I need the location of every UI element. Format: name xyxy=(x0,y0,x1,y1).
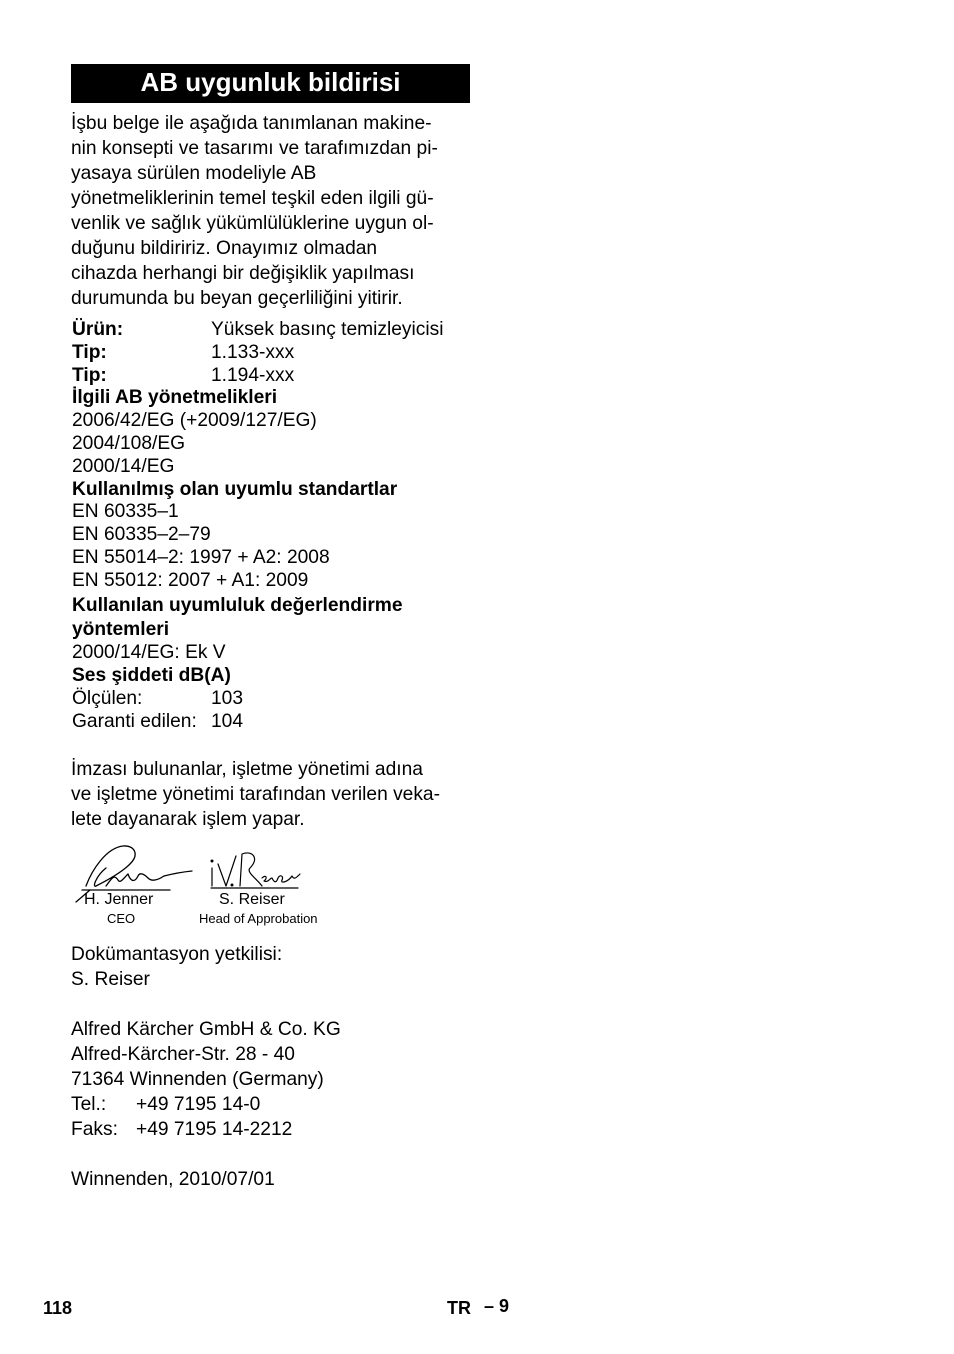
company-street: Alfred-Kärcher-Str. 28 - 40 xyxy=(71,1044,295,1065)
procedure-item: 2000/14/EG: Ek V xyxy=(72,642,226,664)
page-title: AB uygunluk bildirisi xyxy=(71,64,470,103)
intro-line: durumunda bu beyan geçerliliğini yitirir. xyxy=(71,288,403,309)
sound-measured-row xyxy=(72,688,472,711)
company-address xyxy=(71,1017,471,1142)
type-label: Tip: xyxy=(72,341,107,363)
sound-measured-label: Ölçülen: xyxy=(72,687,143,709)
intro-line: yasaya sürülen modeliyle AB xyxy=(71,163,317,184)
product-row xyxy=(72,319,472,342)
intro-line: cihazda herhangi bir değişiklik yapılması xyxy=(71,263,415,284)
type-row xyxy=(72,342,472,365)
signer-name: H. Jenner xyxy=(84,891,154,908)
place-date: Winnenden, 2010/07/01 xyxy=(71,1169,275,1190)
standard-item: EN 55012: 2007 + A1: 2009 xyxy=(72,569,309,591)
fax-value: +49 7195 14-2212 xyxy=(136,1119,293,1140)
sound-guaranteed-row xyxy=(72,711,472,734)
page-number: 118 xyxy=(43,1298,73,1318)
language-code: TR xyxy=(447,1298,471,1318)
documentation-label: Dokümantasyon yetkilisi: xyxy=(71,944,283,965)
company-city: 71364 Winnenden (Germany) xyxy=(71,1069,324,1090)
intro-line: yönetmeliklerinin temel teşkil eden ilgili gü- xyxy=(71,188,434,209)
intro-line: venlik ve sağlık yükümlülüklerine uygun ol- xyxy=(71,213,434,234)
company-tel-row xyxy=(71,1092,471,1117)
company-fax-row xyxy=(71,1117,471,1142)
documentation-name: S. Reiser xyxy=(71,969,150,990)
product-label: Ürün: xyxy=(72,319,124,340)
sound-heading: Ses şiddeti dB(A) xyxy=(72,664,231,686)
standard-item: EN 60335–2–79 xyxy=(72,524,211,546)
directives-heading: İlgili AB yönetmelikleri xyxy=(72,387,278,409)
type-value: 1.194-xxx xyxy=(211,364,295,386)
signers-line: lete dayanarak işlem yapar. xyxy=(71,809,305,830)
signers-line: ve işletme yönetimi tarafından verilen veka- xyxy=(71,784,440,805)
standard-item: EN 55014–2: 1997 + A2: 2008 xyxy=(72,546,330,568)
signature-reiser xyxy=(206,848,306,892)
standards-heading: Kullanılmış olan uyumlu standartlar xyxy=(72,478,398,500)
directive-item: 2006/42/EG (+2009/127/EG) xyxy=(72,410,317,432)
signer-name: S. Reiser xyxy=(219,891,285,908)
sound-guaranteed-value: 104 xyxy=(211,710,244,732)
intro-paragraph xyxy=(71,111,471,311)
sound-guaranteed-label: Garanti edilen: xyxy=(72,710,197,732)
signers-line: İmzası bulunanlar, işletme yönetimi adına xyxy=(71,759,423,780)
intro-line: nin konsepti ve tasarımı ve tarafımızdan pi- xyxy=(71,138,438,159)
tel-label: Tel.: xyxy=(71,1094,107,1115)
company-name: Alfred Kärcher GmbH & Co. KG xyxy=(71,1019,341,1040)
tel-value: +49 7195 14-0 xyxy=(136,1094,261,1115)
section-page: – 9 xyxy=(484,1296,510,1316)
specifications xyxy=(72,319,472,733)
standard-item: EN 60335–1 xyxy=(72,501,179,523)
type-value: 1.133-xxx xyxy=(211,341,295,363)
documentation-contact xyxy=(71,942,471,992)
product-value: Yüksek basınç temizleyicisi xyxy=(211,319,444,340)
sound-measured-value: 103 xyxy=(211,687,244,709)
procedures-heading-cont: yöntemleri xyxy=(72,619,170,641)
directive-item: 2000/14/EG xyxy=(72,455,175,477)
intro-line: İşbu belge ile aşağıda tanımlanan makine- xyxy=(71,113,432,134)
type-row xyxy=(72,365,472,388)
procedures-heading: Kullanılan uyumluluk değerlendirme xyxy=(72,594,403,616)
intro-line: duğunu bildiririz. Onayımız olmadan xyxy=(71,238,378,259)
type-label: Tip: xyxy=(72,364,107,386)
fax-label: Faks: xyxy=(71,1119,118,1140)
signers-paragraph xyxy=(71,757,471,832)
signer-role: Head of Approbation xyxy=(199,911,318,926)
directive-item: 2004/108/EG xyxy=(72,432,186,454)
signer-role: CEO xyxy=(107,911,136,926)
